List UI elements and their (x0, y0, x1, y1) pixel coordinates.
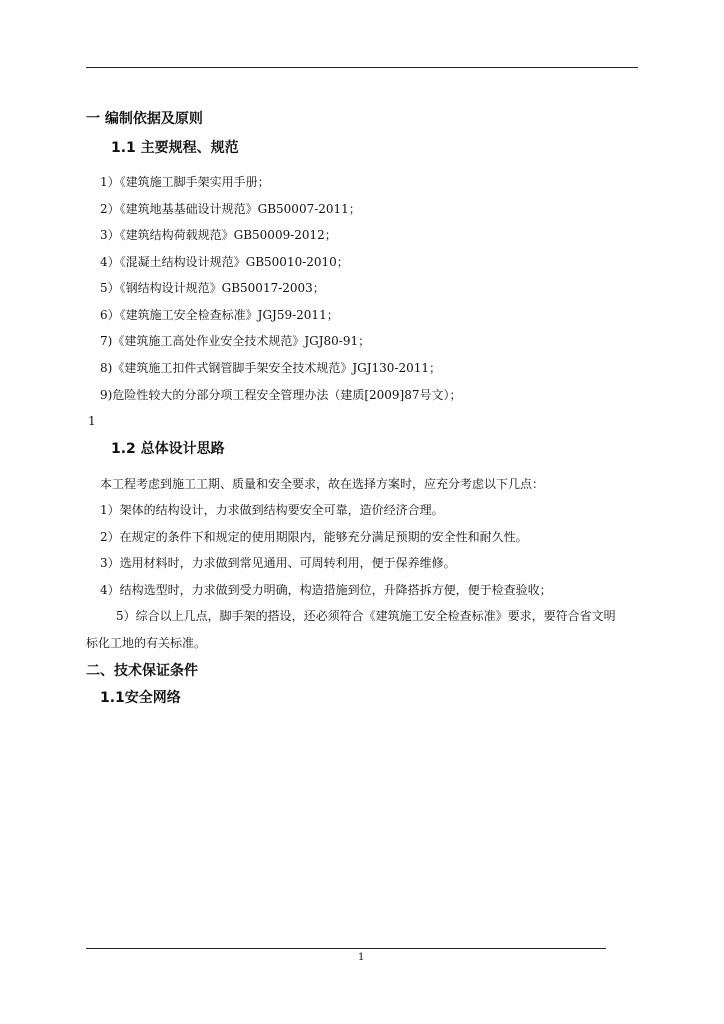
list-item: 2）《建筑地基基础设计规范》GB50007-2011； (100, 202, 361, 216)
list-item: 1）架体的结构设计，力求做到结构要安全可靠，造价经济合理。 (100, 503, 444, 517)
page-number: 1 (358, 952, 365, 963)
list-item: 1）《建筑施工脚手架实用手册； (100, 175, 270, 189)
list-item: 2）在规定的条件下和规定的使用期限内，能够充分满足预期的安全性和耐久性。 (100, 530, 528, 544)
footer-rule (86, 948, 606, 949)
list-item: 6）《建筑施工安全检查标准》JGJ59-2011； (100, 308, 339, 322)
subsection-1-2-heading: 1.2 总体设计思路 (111, 441, 225, 457)
paragraph-line: 5）综合以上几点，脚手架的搭设，还必须符合《建筑施工安全检查标准》要求，要符合省文明 (116, 609, 616, 623)
subsection-2-1-heading: 1.1安全网络 (100, 690, 181, 706)
list-item: 4）《混凝土结构设计规范》GB50010-2010； (100, 255, 349, 269)
section-2-heading: 二、技术保证条件 (86, 663, 198, 679)
paragraph-line: 标化工地的有关标准。 (86, 636, 207, 650)
list-item: 4）结构选型时，力求做到受力明确，构造措施到位，升降搭拆方便，便于检查验收； (100, 583, 552, 597)
intro-paragraph: 本工程考虑到施工工期、质量和安全要求，故在选择方案时，应充分考虑以下几点： (100, 477, 545, 491)
subsection-1-1-heading: 1.1 主要规程、规范 (111, 140, 239, 156)
header-rule (86, 67, 638, 68)
stray-mark: 1 (88, 414, 96, 428)
list-item: 3）选用材料时，力求做到常见通用、可周转利用，便于保养维修。 (100, 556, 456, 570)
list-item: 3）《建筑结构荷载规范》GB50009-2012； (100, 228, 337, 242)
section-1-heading: 一 编制依据及原则 (86, 111, 203, 127)
list-item: 5）《钢结构设计规范》GB50017-2003； (100, 281, 325, 295)
list-item: 7)《建筑施工高处作业安全技术规范》JGJ80-91； (100, 334, 371, 348)
list-item: 8)《建筑施工扣件式钢管脚手架安全技术规范》JGJ130-2011； (100, 361, 442, 375)
list-item: 9)危险性较大的分部分项工程安全管理办法（建质[2009]87号文）； (100, 388, 462, 402)
